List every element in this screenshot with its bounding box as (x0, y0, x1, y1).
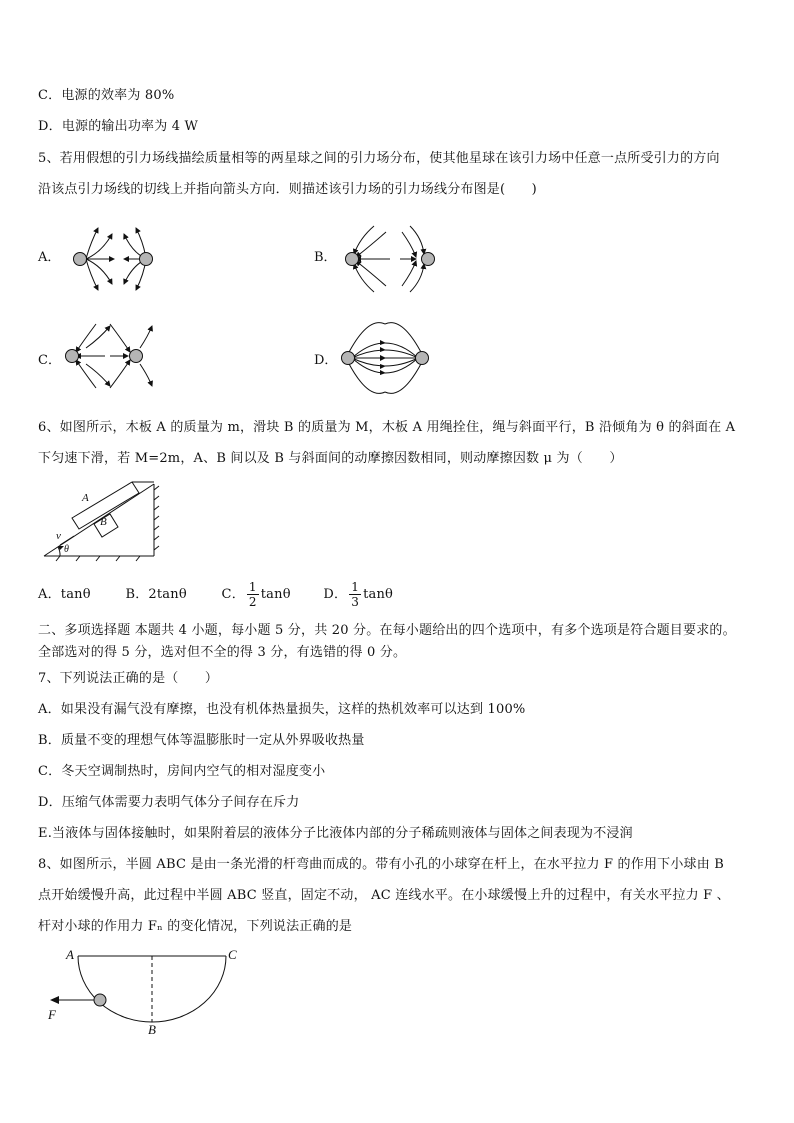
q8-fig-label-f: F (48, 1007, 56, 1022)
q4-option-c: C．电源的效率为 80% (38, 88, 175, 103)
q6-option-b: B．2tanθ (125, 587, 187, 602)
q4-option-d: D．电源的输出功率为 4 W (38, 119, 199, 134)
q7-option-c: C．冬天空调制热时，房间内空气的相对湿度变小 (38, 764, 326, 779)
q6-option-d-fraction (349, 580, 361, 609)
q6-option-c-prefix: C． (221, 587, 245, 602)
q6-fig-label-theta: θ (64, 544, 69, 555)
q8-semicircle-figure (44, 950, 244, 1040)
q8-fig-label-a: A (66, 947, 74, 962)
q5-label-d: D． (314, 353, 338, 368)
q6-option-c-num: 1 (248, 580, 257, 594)
q5-stem-line2: 沿该点引力场线的切线上并指向箭头方向．则描述该引力场的引力场线分布图是( ) (38, 182, 537, 197)
q5-label-c: C． (38, 353, 61, 368)
q6-option-c-suffix: tanθ (260, 587, 291, 602)
q5-figure-d (338, 322, 458, 392)
q6-option-c-den: 2 (248, 595, 257, 609)
q5-label-b: B． (314, 250, 337, 265)
q6-fig-label-v: v (56, 530, 61, 542)
q6-options (38, 580, 393, 609)
q7-option-b: B．质量不变的理想气体等温膨胀时一定从外界吸收热量 (38, 733, 365, 748)
q6-option-d-den: 3 (351, 595, 360, 609)
q5-figure-a (64, 224, 184, 294)
q7-option-e: E.当液体与固体接触时，如果附着层的液体分子比液体内部的分子稀疏则液体与固体之间表现为不浸润 (38, 826, 633, 841)
q7-stem: 7、下列说法正确的是（ ） (38, 671, 219, 686)
q6-option-c-fraction (247, 580, 259, 609)
q8-stem-line3: 杆对小球的作用力 Fₙ 的变化情况，下列说法正确的是 (38, 919, 353, 934)
q8-fig-label-b: B (148, 1022, 156, 1037)
q7-option-d: D．压缩气体需要力表明气体分子间存在斥力 (38, 795, 300, 810)
q6-option-d-num: 1 (351, 580, 360, 594)
q6-stem-line1: 6、如图所示，木板 A 的质量为 m，滑块 B 的质量为 M，木板 A 用绳拴住，绳与斜面平行，B 沿倾角为 θ 的斜面在 A (38, 420, 736, 435)
q8-stem-line1: 8、如图所示，半圆 ABC 是由一条光滑的杆弯曲而成的。带有小孔的小球穿在杆上，在水平拉力 F 的作用下小球由 B (38, 857, 725, 872)
section2-instructions-line2: 全部选对的得 5 分，选对但不全的得 3 分，有选错的得 0 分。 (38, 645, 407, 660)
q8-fig-label-c: C (228, 947, 237, 962)
q6-fig-label-a: A (82, 492, 89, 504)
q8-stem-line2: 点开始缓慢升高，此过程中半圆 ABC 竖直，固定不动， AC 连线水平。在小球缓慢上升的过程中，有关水平拉力 F 、 (38, 888, 730, 903)
q6-option-a: A．tanθ (38, 587, 91, 602)
q5-label-a: A． (38, 250, 61, 265)
q5-figure-c (60, 322, 180, 392)
q6-option-d-prefix: D． (323, 587, 348, 602)
section2-instructions-line1: 二、多项选择题 本题共 4 小题，每小题 5 分，共 20 分。在每小题给出的四个选项中，有多个选项是符合题目要求的。 (38, 623, 736, 638)
q5-stem-line1: 5、若用假想的引力场线描绘质量相等的两星球之间的引力场分布，使其他星球在该引力场中任意一点所受引力的方向 (38, 151, 720, 166)
q6-option-d-suffix: tanθ (363, 587, 394, 602)
q6-fig-label-b: B (100, 516, 107, 528)
q7-option-a: A．如果没有漏气没有摩擦，也没有机体热量损失，这样的热机效率可以达到 100% (38, 702, 526, 717)
q6-stem-line2: 下匀速下滑，若 M=2m，A、B 间以及 B 与斜面间的动摩擦因数相同，则动摩擦因数 μ 为（ ） (38, 451, 623, 466)
q5-figure-b (340, 224, 460, 294)
